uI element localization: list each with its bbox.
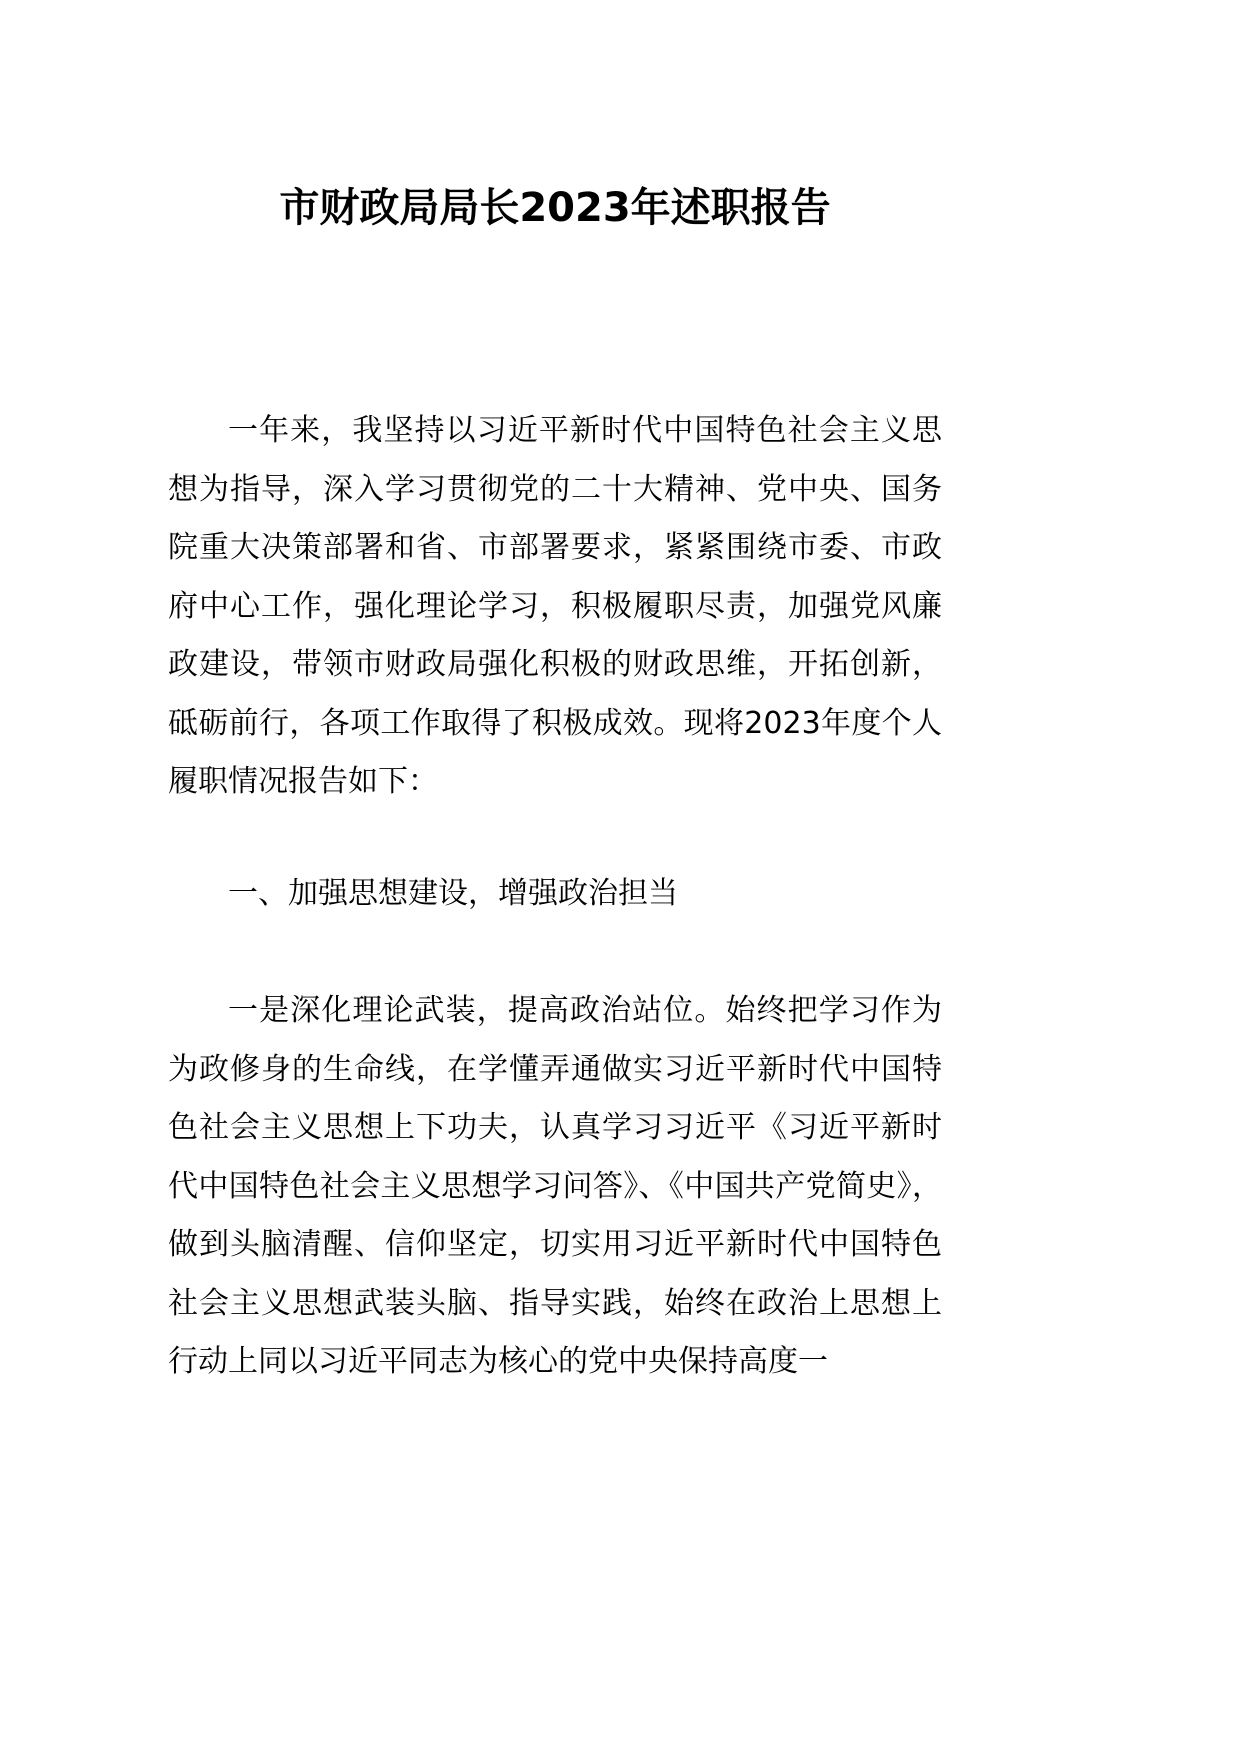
document-title: 市财政局局长2023年述职报告 bbox=[279, 185, 831, 231]
body-paragraph: 一是深化理论武装，提高政治站位。始终把学习作为为政修身的生命线，在学懂弄通做实习近平新时代中国特色社会主义思想上下功夫，认真学习习近平《习近平新时代中国特色社会主义思想学习问答》、《中国共产党简史》，做到头脑清醒、信仰坚定，切实用习近平新时代中国特色社会主义思想武装头脑、指导实践，始终在政治上思想上行动上同以习近平同志为核心的党中央保持高度一 bbox=[168, 993, 942, 1379]
intro-paragraph: 一年来，我坚持以习近平新时代中国特色社会主义思想为指导，深入学习贯彻党的二十大精神、党中央、国务院重大决策部署和省、市部署要求，紧紧围绕市委、市政府中心工作，强化理论学习，积极履职尽责，加强党风廉政建设，带领市财政局强化积极的财政思维，开拓创新，砥砺前行，各项工作取得了积极成效。现将2023年度个人履职情况报告如下： bbox=[168, 413, 942, 799]
section-heading: 一、加强思想建设，增强政治担当 bbox=[228, 876, 678, 911]
